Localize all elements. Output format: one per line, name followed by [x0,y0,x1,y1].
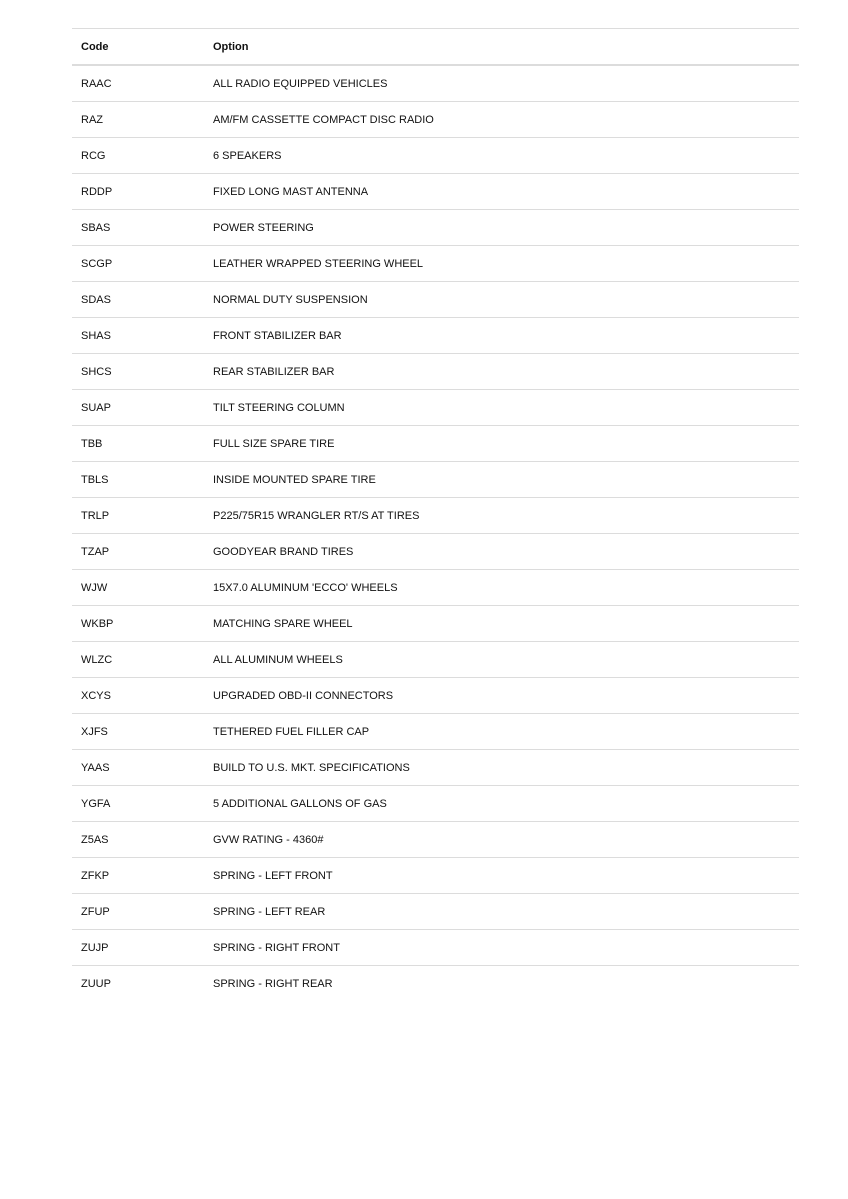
option-description-cell: GOODYEAR BRAND TIRES [204,534,799,570]
table-row [72,930,799,966]
option-description-cell: LEATHER WRAPPED STEERING WHEEL [204,246,799,282]
option-description-cell: FIXED LONG MAST ANTENNA [204,174,799,210]
option-code-cell: SUAP [72,390,204,426]
option-description-cell: REAR STABILIZER BAR [204,354,799,390]
option-column-header: Option [204,29,799,66]
option-description-cell: MATCHING SPARE WHEEL [204,606,799,642]
table-row [72,966,799,1002]
option-description-cell: UPGRADED OBD-II CONNECTORS [204,678,799,714]
option-description-cell: SPRING - LEFT FRONT [204,858,799,894]
document-page [72,28,799,1001]
option-code-cell: XCYS [72,678,204,714]
option-code-cell: Z5AS [72,822,204,858]
option-code-cell: WJW [72,570,204,606]
option-description-cell: TILT STEERING COLUMN [204,390,799,426]
table-row [72,750,799,786]
option-code-cell: RAAC [72,65,204,102]
option-code-cell: YGFA [72,786,204,822]
option-code-cell: RCG [72,138,204,174]
table-row [72,858,799,894]
table-row [72,210,799,246]
option-code-cell: ZFKP [72,858,204,894]
table-body [72,65,799,1001]
option-description-cell: SPRING - LEFT REAR [204,894,799,930]
option-description-cell: SPRING - RIGHT REAR [213,977,333,990]
option-code-cell: SHAS [72,318,204,354]
option-code-cell: YAAS [72,750,204,786]
option-code-cell: RDDP [72,174,204,210]
option-description-cell: P225/75R15 WRANGLER RT/S AT TIRES [204,498,799,534]
table-row [72,642,799,678]
table-row [72,786,799,822]
option-description-cell: 5 ADDITIONAL GALLONS OF GAS [204,786,799,822]
table-row [72,246,799,282]
table-row [72,354,799,390]
table-row [72,894,799,930]
table-row [72,138,799,174]
option-description-cell: NORMAL DUTY SUSPENSION [204,282,799,318]
option-code-cell: WKBP [72,606,204,642]
table-row [72,282,799,318]
option-description-cell: BUILD TO U.S. MKT. SPECIFICATIONS [204,750,799,786]
table-row [72,606,799,642]
table-row [72,426,799,462]
option-code-cell: RAZ [72,102,204,138]
option-code-cell: ZUUP [81,977,111,990]
table-row [72,462,799,498]
table-row [72,102,799,138]
option-description-cell: FRONT STABILIZER BAR [204,318,799,354]
table-row [72,318,799,354]
option-description-cell: INSIDE MOUNTED SPARE TIRE [204,462,799,498]
options-table [72,28,799,1001]
option-code-cell: ZFUP [72,894,204,930]
option-description-cell: POWER STEERING [204,210,799,246]
table-header [72,29,799,66]
option-code-cell: TRLP [72,498,204,534]
option-description-cell: ALL RADIO EQUIPPED VEHICLES [204,65,799,102]
option-code-cell: SCGP [72,246,204,282]
option-code-cell: TBB [72,426,204,462]
option-description-cell: ALL ALUMINUM WHEELS [204,642,799,678]
table-row [72,65,799,102]
option-code-cell: XJFS [72,714,204,750]
code-column-header: Code [72,29,204,66]
option-description-cell: SPRING - RIGHT FRONT [204,930,799,966]
table-row [72,390,799,426]
option-description-cell: GVW RATING - 4360# [204,822,799,858]
table-row [72,498,799,534]
option-description-cell: FULL SIZE SPARE TIRE [204,426,799,462]
table-row [72,678,799,714]
option-description-cell: AM/FM CASSETTE COMPACT DISC RADIO [204,102,799,138]
table-row [72,822,799,858]
table-row [72,174,799,210]
option-code-cell: SHCS [72,354,204,390]
option-code-cell: SBAS [72,210,204,246]
table-row [72,534,799,570]
option-code-cell: SDAS [72,282,204,318]
option-code-cell: TBLS [72,462,204,498]
option-description-cell: TETHERED FUEL FILLER CAP [204,714,799,750]
table-row [72,714,799,750]
option-code-cell: WLZC [72,642,204,678]
option-description-cell: 6 SPEAKERS [204,138,799,174]
option-code-cell: ZUJP [72,930,204,966]
header-row [72,29,799,66]
table-row [72,570,799,606]
option-code-cell: TZAP [72,534,204,570]
option-description-cell: 15X7.0 ALUMINUM 'ECCO' WHEELS [204,570,799,606]
